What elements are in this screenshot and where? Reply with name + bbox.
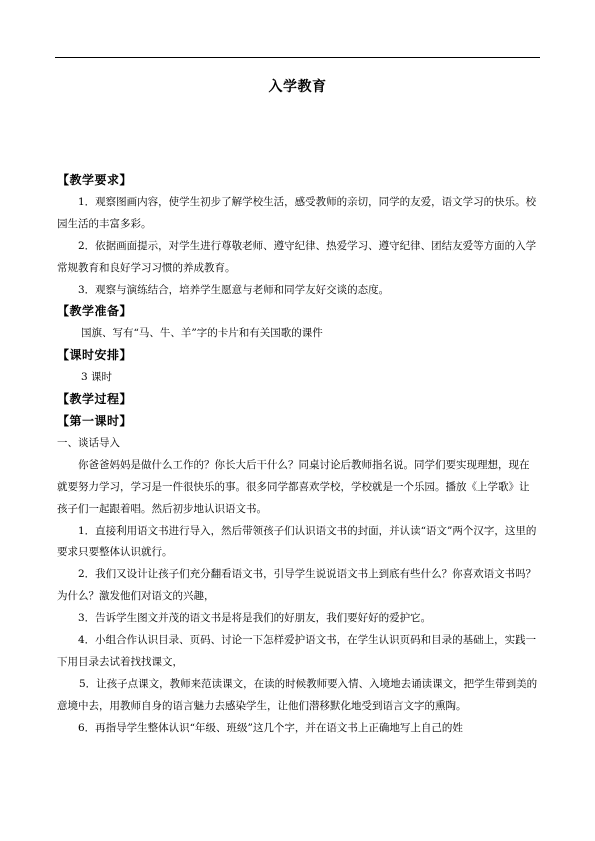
heading-schedule: 【课时安排】 (57, 348, 133, 363)
step-4: 4．小组合作认识目录、页码、讨论一下怎样爱护语文书，在学生认识页码和目录的基础上，实践一下用目录去试着找找课文， (57, 634, 537, 668)
step-2: 2．我们又设计让孩子们充分翻看语文书，引导学生说说语文书上到底有些什么？你喜欢语文书吗？为什么？激发他们对语文的兴趣， (57, 568, 537, 603)
heading-process: 【教学过程】 (57, 392, 133, 407)
subheading-intro: 一、谈话导入 (57, 436, 120, 449)
page-title: 入学教育 (268, 79, 327, 95)
requirement-item-2: 2．依据画面提示，对学生进行尊敬老师、遵守纪律、热爱学习、遵守纪律、团结友爱等方面的入学常规教育和良好学习习惯的养成教育。 (57, 239, 537, 274)
requirement-item-3: 3．观察与演练结合，培养学生愿意与老师和同学友好交谈的态度。 (78, 283, 390, 296)
document-body (57, 170, 539, 740)
step-6: 6．再指导学生整体认识“年级、班级”这几个字，并在语文书上正确地写上自己的姓 (78, 721, 463, 734)
heading-lesson-1: 【第一课时】 (57, 413, 133, 428)
preparation-text: 国旗、写有“马、牛、羊”字的卡片和有关国歌的课件 (81, 327, 323, 340)
header-rule (55, 57, 540, 58)
requirement-item-1: 1．观察图画内容，使学生初步了解学校生活，感受教师的亲切，同学的友爱，语文学习的快乐。校园生活的丰富多彩。 (57, 195, 537, 230)
step-5: 5．让孩子点课文，教师来范读课文，在读的时候教师要入情、入境地去诵读课文，把学生带到美的意境中去，用教师自身的语言魅力去感染学生，让他们潜移默化地受到语言文字的熏陶。 (57, 677, 538, 712)
heading-preparation: 【教学准备】 (57, 304, 133, 319)
schedule-text: 3 课时 (81, 371, 113, 384)
step-3: 3．告诉学生图文并茂的语文书是将是我们的好朋友，我们要好好的爱护它。 (78, 612, 432, 625)
intro-paragraph: 你爸爸妈妈是做什么工作的？你长大后干什么？同桌讨论后教师指名说。同学们要实现理想，现在就要努力学习，学习是一件很快乐的事。很多同学都喜欢学校，学校就是一个乐园。播放《上学歌》让孩子们一起跟着唱。然后初步地认识语文书。 (57, 458, 530, 515)
step-1: 1．直接利用语文书进行导入，然后带领孩子们认识语文书的封面，并认读“语文”两个汉字，这里的要求只要整体认识就行。 (57, 524, 537, 559)
heading-requirements: 【教学要求】 (57, 173, 133, 187)
